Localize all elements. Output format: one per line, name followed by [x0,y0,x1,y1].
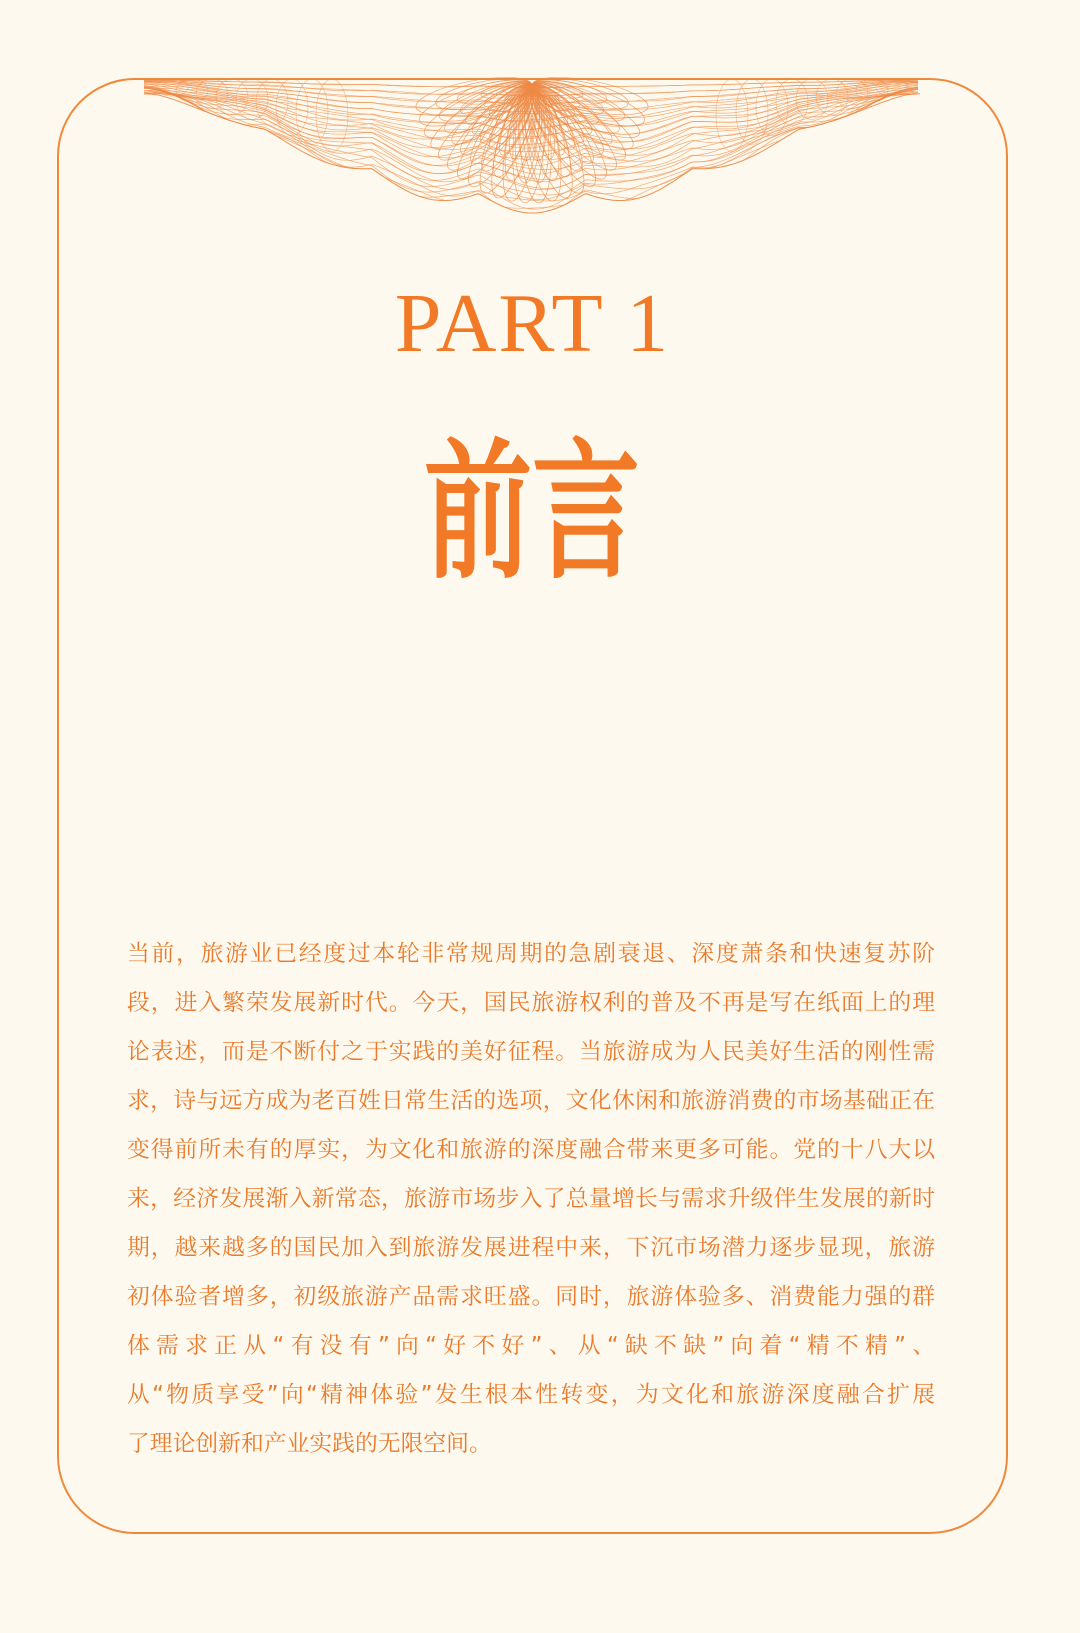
preface-paragraph [127,930,935,1469]
ornament-line [144,94,920,213]
paragraph-line: 初体验者增多，初级旅游产品需求旺盛。同时，旅游体验多、消费能力强的群 [127,1284,935,1310]
paragraph-line: 论表述，而是不断付之于实践的美好征程。当旅游成为人民美好生活的刚性需 [127,1039,935,1065]
paragraph-line: 从“物质享受”向“精神体验”发生根本性转变，为文化和旅游深度融合扩展 [127,1382,935,1408]
ornament-line [316,79,348,152]
paragraph-line: 了理论创新和产业实践的无限空间。 [127,1431,492,1457]
page-title: 前言 [424,426,641,600]
part-label: PART 1 [394,277,671,370]
paragraph-line: 当前，旅游业已经度过本轮非常规周期的急剧衰退、深度萧条和快速复苏阶 [127,941,935,967]
title-container [57,426,1008,600]
paragraph-line: 求，诗与远方成为老百姓日常生活的选项，文化休闲和旅游消费的市场基础正在 [127,1088,935,1114]
paragraph-line: 体需求正从“有没有”向“好不好”、从“缺不缺”向着“精不精”、 [127,1333,935,1359]
paragraph-line: 期，越来越多的国民加入到旅游发展进程中来，下沉市场潜力逐步显现，旅游 [127,1235,935,1261]
paragraph-line: 变得前所未有的厚实，为文化和旅游的深度融合带来更多可能。党的十八大以 [127,1137,935,1163]
paragraph-line: 段，进入繁荣发展新时代。今天，国民旅游权利的普及不再是写在纸面上的理 [127,990,935,1016]
guilloche-ornament-icon [0,0,1080,240]
paragraph-line: 来，经济发展渐入新常态，旅游市场步入了总量增长与需求升级伴生发展的新时 [127,1186,935,1212]
